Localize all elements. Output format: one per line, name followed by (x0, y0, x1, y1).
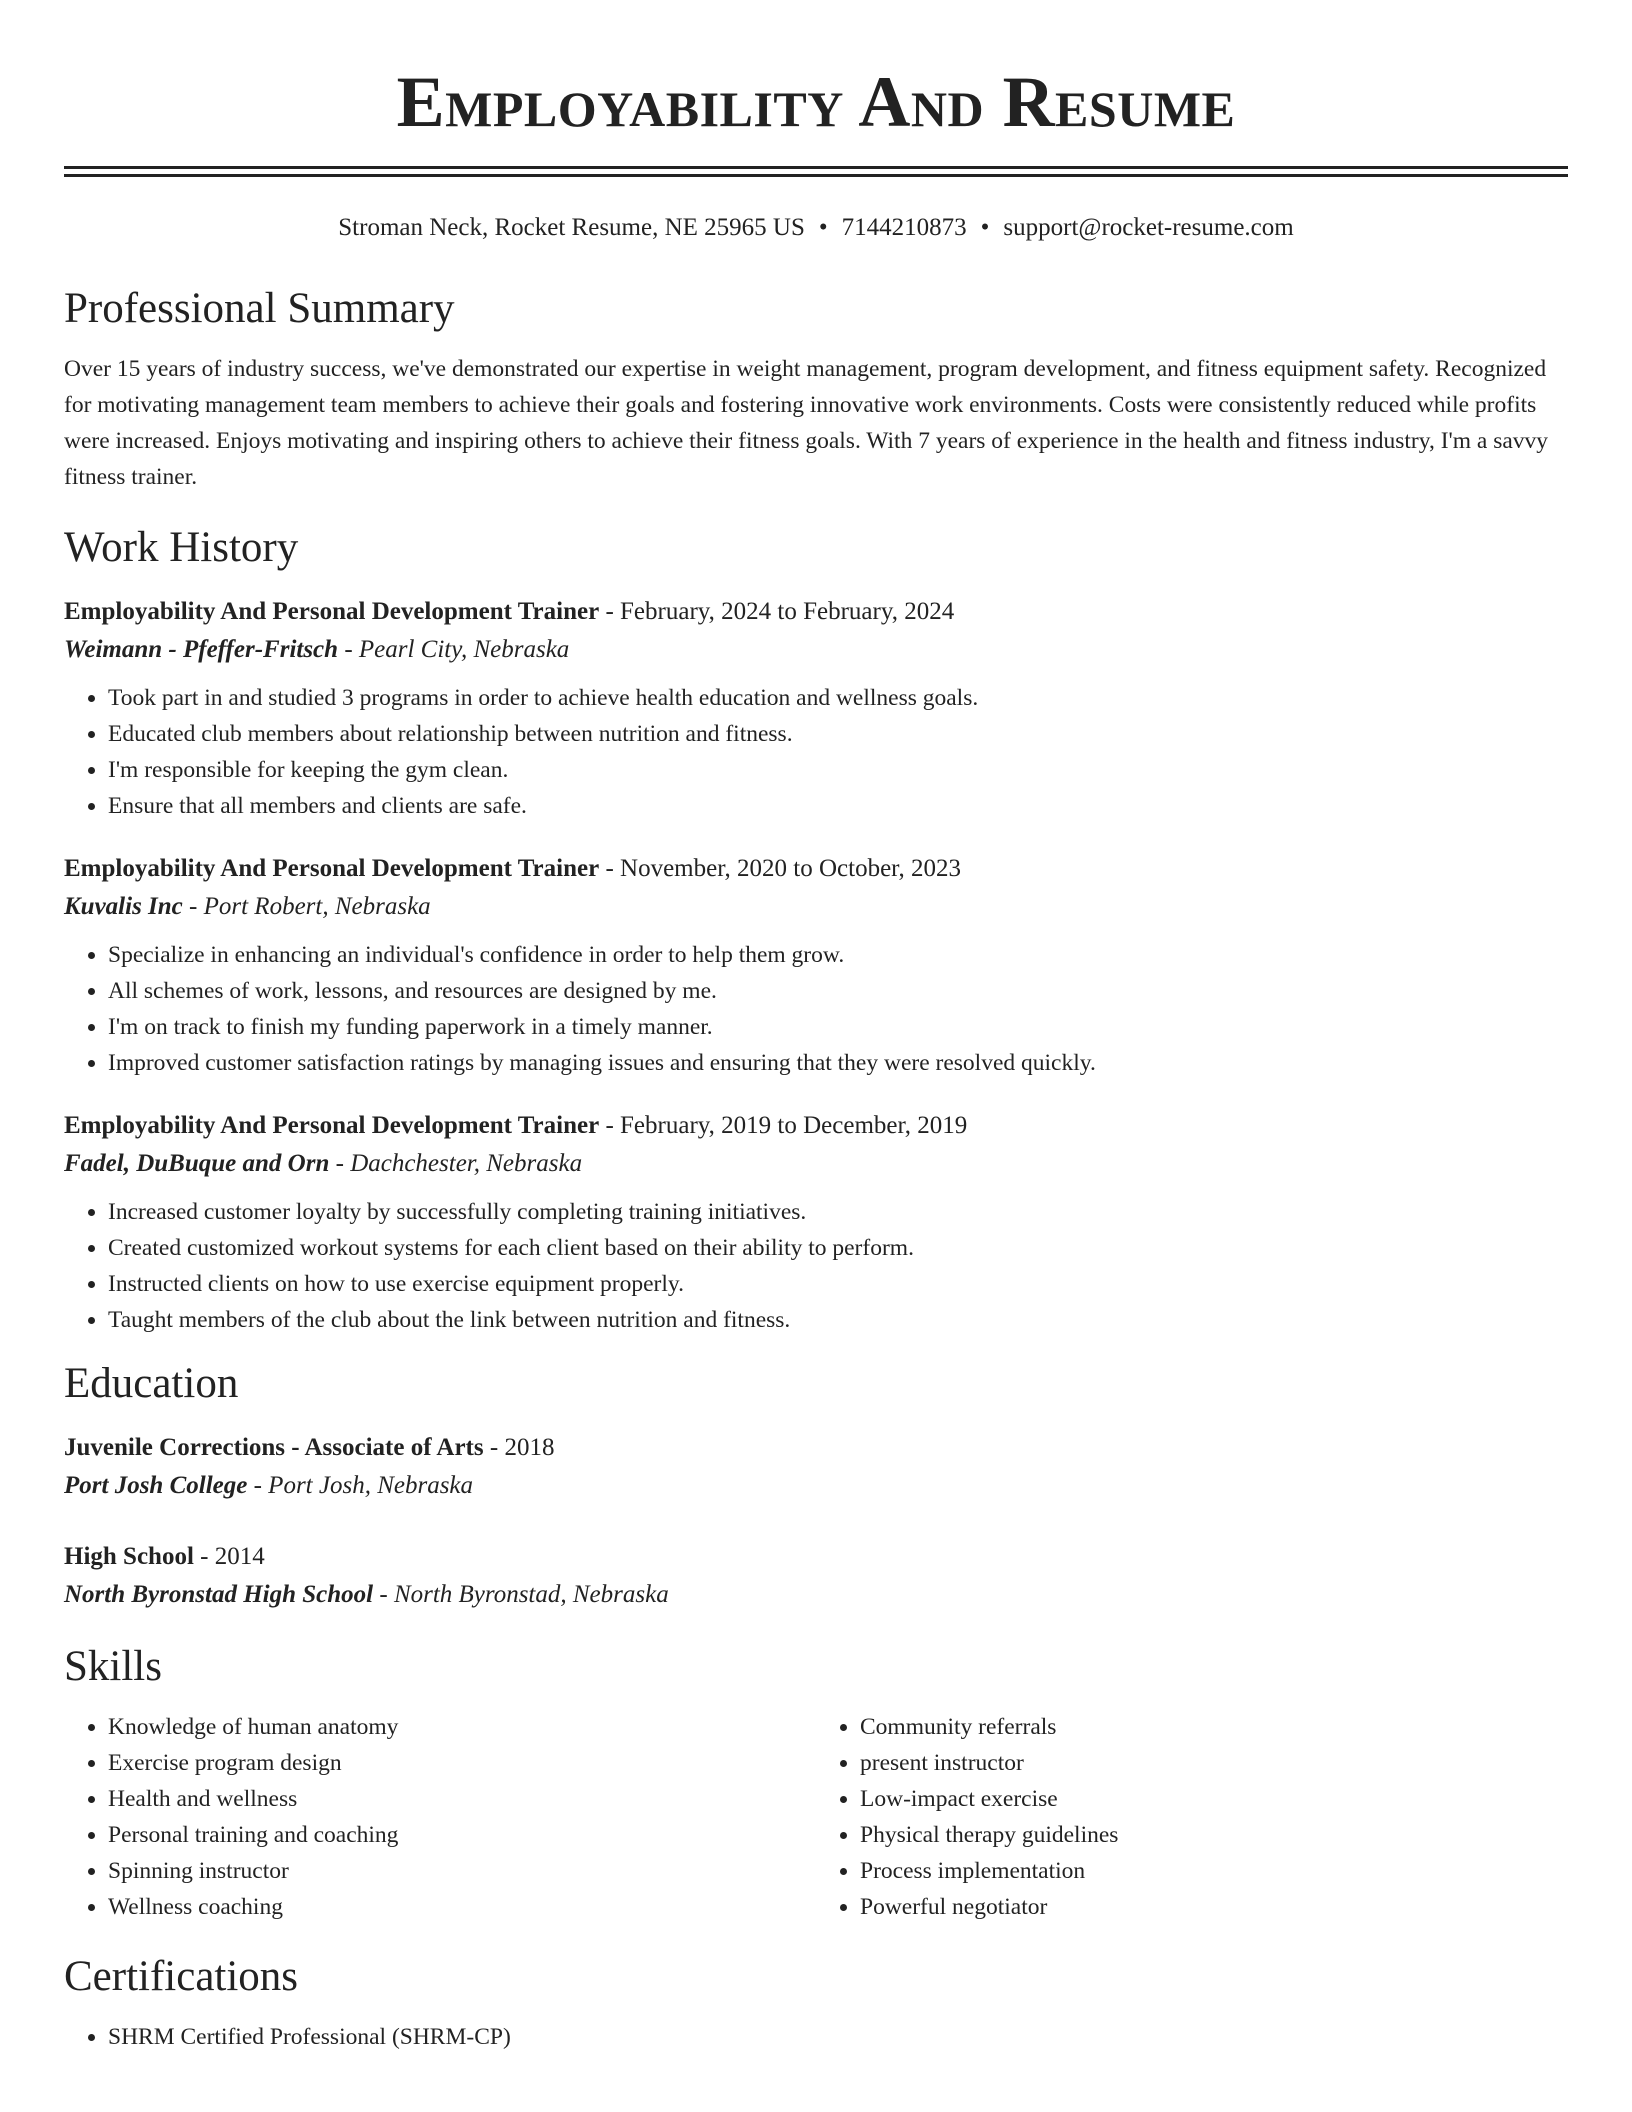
skill-item: • Personal training and coaching (108, 1817, 816, 1853)
skill-item: • Powerful negotiator (860, 1889, 1568, 1925)
job-company-line: Weimann - Pfeffer-Fritsch - Pearl City, Nebraska (64, 636, 570, 663)
skill-item: • Wellness coaching (108, 1889, 816, 1925)
contact-separator: • (818, 214, 828, 241)
education-location: Port Josh, Nebraska (268, 1472, 474, 1499)
skill-item: • Community referrals (860, 1709, 1568, 1745)
section-heading-work-history: Work History (64, 524, 299, 571)
job-bullets (64, 1194, 1568, 1338)
job-company-line: Fadel, DuBuque and Orn - Dachchester, Nebraska (64, 1150, 583, 1177)
job-title-line: Employability And Personal Development Trainer - February, 2019 to December, 2019 (64, 1112, 968, 1139)
list-item: • Instructed clients on how to use exercise equipment properly. (108, 1266, 1568, 1302)
skills-columns (64, 1709, 1568, 1925)
list-item: • Specialize in enhancing an individual's confidence in order to help them grow. (108, 937, 1568, 973)
education-year: 2014 (214, 1543, 265, 1570)
job-location: Port Robert, Nebraska (203, 893, 431, 920)
job-bullets (64, 680, 1568, 824)
resume-page (64, 0, 1568, 2055)
education-entry (64, 1430, 1568, 1506)
section-heading-summary: Professional Summary (64, 285, 455, 332)
skill-item: • Physical therapy guidelines (860, 1817, 1568, 1853)
job-title: Employability And Personal Development Trainer (64, 598, 600, 625)
education-location: North Byronstad, Nebraska (393, 1581, 669, 1608)
education-school: Port Josh College (64, 1472, 248, 1499)
list-item: • Educated club members about relationship between nutrition and fitness. (108, 716, 1568, 752)
job-location: Dachchester, Nebraska (350, 1150, 583, 1177)
title-divider-thin (64, 174, 1568, 177)
contact-separator: • (980, 214, 990, 241)
education-degree-line: Juvenile Corrections - Associate of Arts - 2018 (64, 1434, 555, 1461)
section-heading-education: Education (64, 1360, 239, 1407)
contact-line (64, 211, 1568, 245)
education-school: North Byronstad High School (64, 1581, 374, 1608)
list-item: • Increased customer loyalty by successfully completing training initiatives. (108, 1194, 1568, 1230)
list-item: • Ensure that all members and clients are safe. (108, 788, 1568, 824)
skill-item: • Low-impact exercise (860, 1781, 1568, 1817)
job-company: Kuvalis Inc (64, 893, 183, 920)
job-title: Employability And Personal Development Trainer (64, 855, 600, 882)
education-degree: Juvenile Corrections - Associate of Arts (64, 1434, 484, 1461)
job-bullets (64, 937, 1568, 1081)
job-dates: February, 2019 to December, 2019 (620, 1112, 968, 1139)
job-entry (64, 851, 1568, 1081)
list-item: • All schemes of work, lessons, and resources are designed by me. (108, 973, 1568, 1009)
skill-item: • Process implementation (860, 1853, 1568, 1889)
job-dates: February, 2024 to February, 2024 (620, 598, 955, 625)
skills-list-right (816, 1709, 1568, 1925)
contact-address: Stroman Neck, Rocket Resume, NE 25965 US (338, 214, 805, 241)
job-company-line: Kuvalis Inc - Port Robert, Nebraska (64, 893, 431, 920)
skill-item: • present instructor (860, 1745, 1568, 1781)
education-year: 2018 (504, 1434, 555, 1461)
job-title: Employability And Personal Development Trainer (64, 1112, 600, 1139)
job-entry (64, 594, 1568, 824)
job-entry (64, 1108, 1568, 1338)
education-degree-line: High School - 2014 (64, 1543, 265, 1570)
job-dates: November, 2020 to October, 2023 (620, 855, 962, 882)
education-school-line: North Byronstad High School - North Byronstad, Nebraska (64, 1581, 669, 1608)
section-heading-skills: Skills (64, 1643, 162, 1690)
education-school-line: Port Josh College - Port Josh, Nebraska (64, 1472, 474, 1499)
contact-phone: 7144210873 (841, 214, 967, 241)
list-item: • Taught members of the club about the link between nutrition and fitness. (108, 1302, 1568, 1338)
skill-item: • Health and wellness (108, 1781, 816, 1817)
skill-item: • Spinning instructor (108, 1853, 816, 1889)
education-degree: High School (64, 1543, 194, 1570)
title-divider-thick (64, 166, 1568, 169)
job-location: Pearl City, Nebraska (358, 636, 570, 663)
summary-text: Over 15 years of industry success, we've demonstrated our expertise in weight management, program development, and fitness equipment safety. Recognized for motivating management team members to achieve their goals and fostering innovative work environments. Costs were consistently reduced while profits were increased. Enjoys motivating and inspiring others to achieve their fitness goals. With 7 years of experience in the health and fitness industry, I'm a savvy fitness trainer. (64, 356, 1549, 490)
job-title-line: Employability And Personal Development Trainer - November, 2020 to October, 2023 (64, 855, 962, 882)
list-item: • Improved customer satisfaction ratings by managing issues and ensuring that they were resolved quickly. (108, 1045, 1568, 1081)
list-item: • I'm responsible for keeping the gym clean. (108, 752, 1568, 788)
section-heading-certifications: Certifications (64, 1953, 299, 2000)
skill-item: • Exercise program design (108, 1745, 816, 1781)
certifications-list (64, 2019, 1568, 2055)
contact-email: support@rocket-resume.com (1003, 214, 1294, 241)
resume-title: Employability And Resume (396, 62, 1236, 142)
certification-item: • SHRM Certified Professional (SHRM-CP) (108, 2019, 1568, 2055)
list-item: • Created customized workout systems for each client based on their ability to perform. (108, 1230, 1568, 1266)
list-item: • I'm on track to finish my funding paperwork in a timely manner. (108, 1009, 1568, 1045)
skills-list-left (64, 1709, 816, 1925)
skill-item: • Knowledge of human anatomy (108, 1709, 816, 1745)
job-company: Weimann - Pfeffer-Fritsch (64, 636, 339, 663)
job-company: Fadel, DuBuque and Orn (64, 1150, 330, 1177)
job-title-line: Employability And Personal Development Trainer - February, 2024 to February, 2024 (64, 598, 955, 625)
list-item: • Took part in and studied 3 programs in order to achieve health education and wellness goals. (108, 680, 1568, 716)
education-entry (64, 1539, 1568, 1615)
